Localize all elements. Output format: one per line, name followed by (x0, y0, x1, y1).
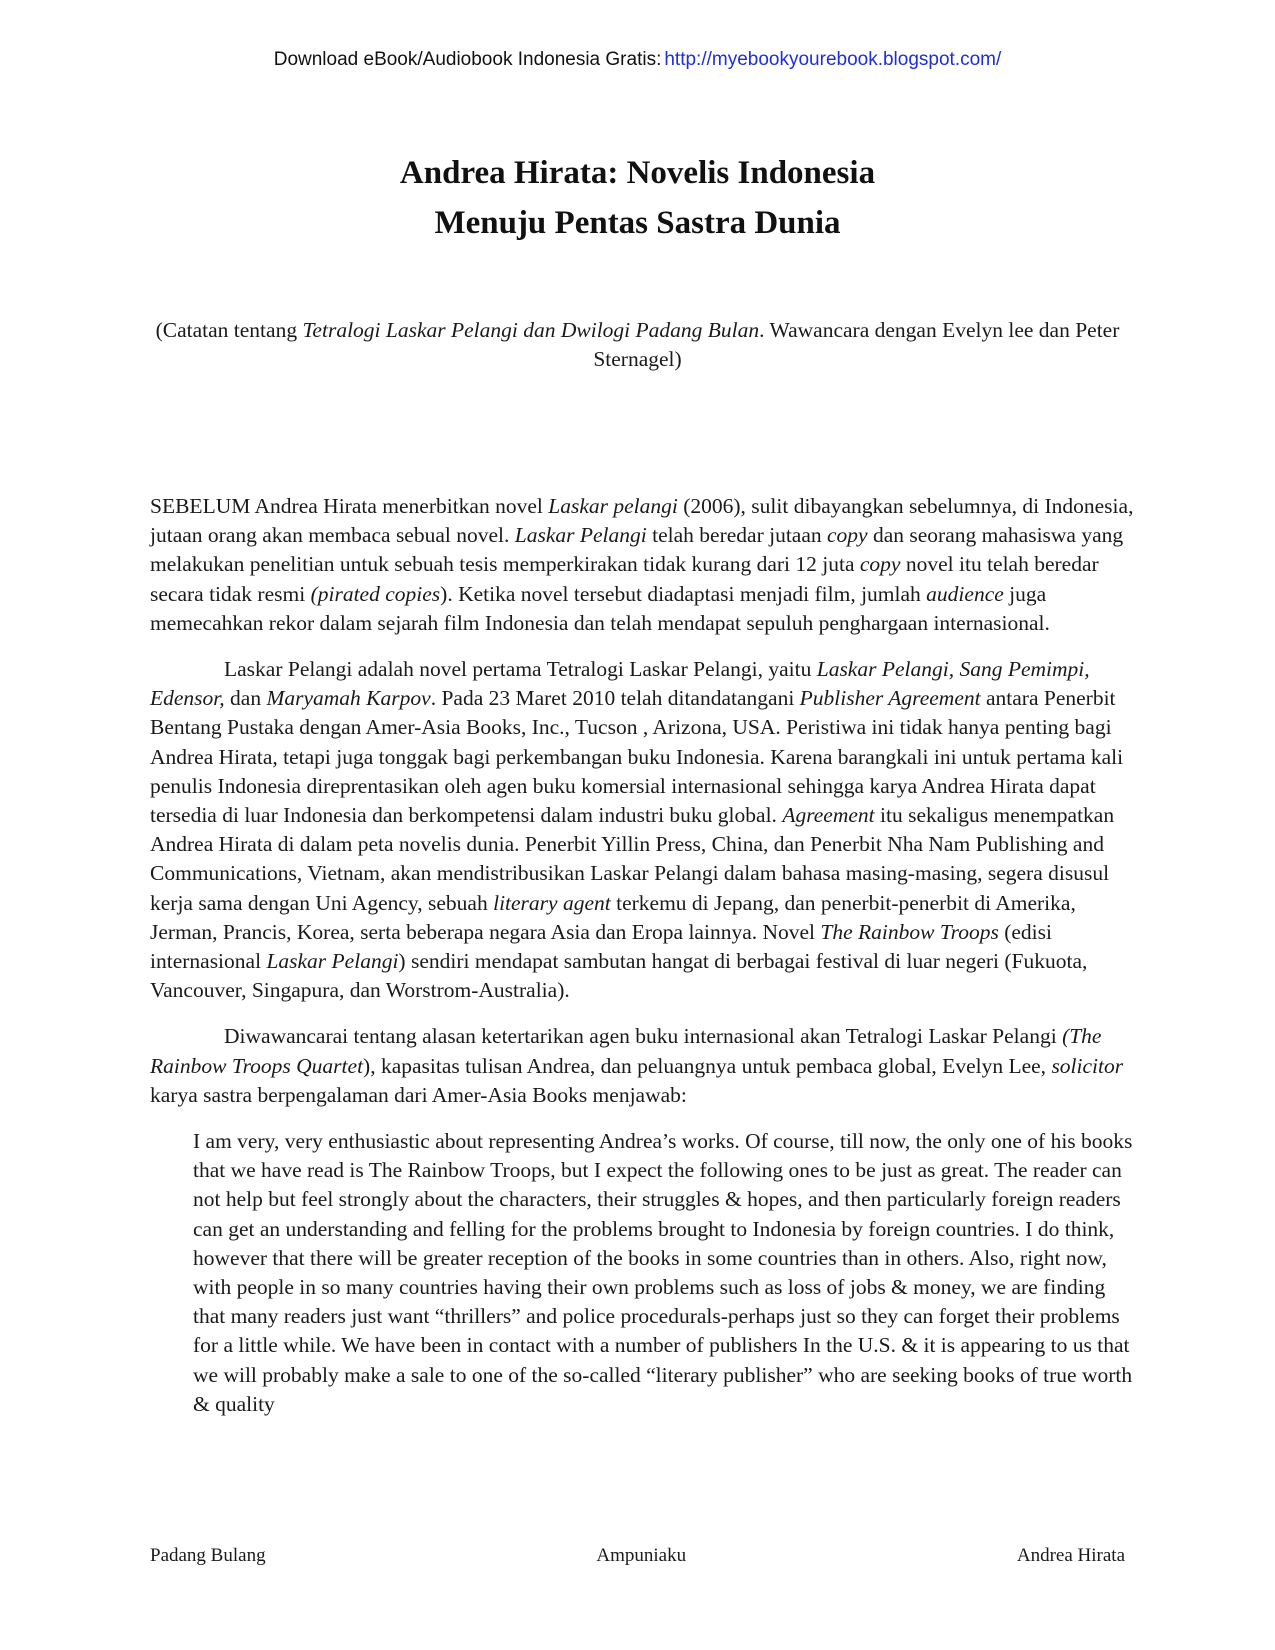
text-run: novel itu telah beredar secara tidak resmi (150, 552, 1099, 606)
text-run: antara Penerbit Bentang Pustaka dengan Amer-Asia Books, Inc., Tucson , Arizona, USA. Peristiwa ini tidak hanya penting bagi Andrea Hirata, tetapi juga tonggak bagi perkembangan buku Indonesia. Karena barangkali ini untuk pertama kali penulis Indonesia direprentasikan oleh agen buku komersial internasional sehingga karya Andrea Hirata dapat tersedia di luar Indonesia dan berkompetensi dalam industri buku global. (150, 686, 1124, 828)
page-title (0, 148, 1275, 248)
italic-run: literary agent (493, 890, 611, 915)
text-run: . Pada 23 Maret 2010 telah ditandatangani (430, 686, 800, 711)
text-run: dan (224, 686, 267, 711)
italic-run: copy (827, 523, 868, 548)
text-run: SEBELUM Andrea Hirata menerbitkan novel (150, 494, 549, 518)
text-run: juga memecahkan rekor dalam sejarah film Indonesia dan telah mendapat sepuluh penghargaan internasional. (150, 581, 1050, 635)
blog-link[interactable]: http://myebookyourebook.blogspot.com/ (664, 49, 1002, 70)
paragraph-3 (150, 1022, 1135, 1110)
subtitle-suffix: . Wawancara dengan Evelyn lee dan Peter Sternagel) (593, 318, 1120, 371)
page-footer (150, 1545, 1125, 1567)
footer-left: Padang Bulang (150, 1545, 266, 1566)
download-banner (0, 49, 1275, 71)
italic-run: Laskar Pelangi (266, 949, 399, 974)
text-run: I am very, very enthusiastic about representing Andrea’s works. Of course, till now, the only one of his books that we have read is The Rainbow Troops, but I expect the following ones to be just as great. The reader can not help but feel strongly about the characters, their struggles & hopes, and then particularly foreign readers can get an understanding and felling for the problems brought to Indonesia by foreign countries. I do think, however that there will be greater reception of the books in some countries than in others. Also, right now, with people in so many countries having their own problems such as loss of jobs & money, we are finding that many readers just want “thrillers” and police procedurals-perhaps just so they can forget their problems for a little while. We have been in contact with a number of publishers In the U.S. & it is appearing to us that we will probably make a sale to one of the so-called “literary publisher” who are seeking books of true worth & quality (193, 1129, 1133, 1416)
italic-run: Publisher Agreement (799, 686, 981, 711)
text-run: itu sekaligus menempatkan Andrea Hirata di dalam peta novelis dunia. Penerbit Yillin Press, China, dan Penerbit Nha Nam Publishing and Communications, Vietnam, akan mendistribusikan Laskar Pelangi dalam bahasa masing-masing, segera disusul kerja sama dengan Uni Agency, sebuah (150, 803, 1115, 915)
italic-run: (The Rainbow Troops Quartet (150, 1024, 1102, 1078)
text-run: telah beredar jutaan (646, 523, 828, 548)
paragraph-2 (150, 655, 1135, 1005)
title-line-1: Andrea Hirata: Novelis Indonesia (399, 155, 876, 191)
italic-run: (pirated copies (310, 581, 441, 606)
subtitle (140, 316, 1135, 374)
italic-run: Laskar Pelangi (514, 523, 647, 548)
italic-run: copy (859, 552, 901, 577)
text-run: karya sastra berpengalaman dari Amer-Asia Books menjawab: (150, 1082, 687, 1107)
text-run: ). Ketika novel tersebut diadaptasi menjadi film, jumlah (440, 581, 927, 606)
italic-run: Laskar pelangi (548, 494, 678, 518)
italic-run: audience (926, 581, 1004, 606)
text-run: Diwawancarai tentang alasan ketertarikan agen buku internasional akan Tetralogi Laskar Pelangi (224, 1024, 1063, 1049)
subtitle-italic: Tetralogi Laskar Pelangi dan Dwilogi Padang Bulan (302, 318, 760, 342)
paragraph-1 (150, 492, 1135, 638)
title-line-2: Menuju Pentas Sastra Dunia (434, 205, 841, 241)
subtitle-prefix: (Catatan tentang (155, 318, 303, 342)
text-run: (2006), sulit dibayangkan sebelumnya, di Indonesia, jutaan orang akan membaca sebual novel. (150, 494, 1134, 548)
interview-quote (193, 1127, 1135, 1419)
footer-center: Ampuniaku (596, 1545, 687, 1566)
text-run: (edisi internasional (150, 919, 1052, 974)
text-run: ) sendiri mendapat sambutan hangat di berbagai festival di luar negeri (Fukuota, Vancouver, Singapura, dan Worstrom-Australia). (150, 949, 1088, 1003)
text-run: dan seorang mahasiswa yang melakukan penelitian untuk sebuah tesis memperkirakan tidak kurang dari 12 juta (150, 523, 1124, 577)
italic-run: The Rainbow Troops (820, 919, 999, 944)
italic-run: solicitor (1051, 1053, 1124, 1078)
italic-run: Maryamah Karpov (266, 686, 431, 711)
article-body (150, 492, 1135, 1436)
text-run: ), kapasitas tulisan Andrea, dan peluangnya untuk pembaca global, Evelyn Lee, (363, 1053, 1052, 1078)
text-run: Laskar Pelangi adalah novel pertama Tetralogi Laskar Pelangi, yaitu (224, 657, 817, 682)
footer-right: Andrea Hirata (1016, 1545, 1125, 1566)
text-run: terkemu di Jepang, dan penerbit-penerbit di Amerika, Jerman, Prancis, Korea, serta beberapa negara Asia dan Eropa lainnya. Novel (150, 890, 1076, 944)
italic-run: Agreement (782, 803, 875, 828)
download-text: Download eBook/Audiobook Indonesia Gratis: (273, 49, 662, 70)
italic-run: Laskar Pelangi, Sang Pemimpi, Edensor, (150, 657, 1090, 711)
